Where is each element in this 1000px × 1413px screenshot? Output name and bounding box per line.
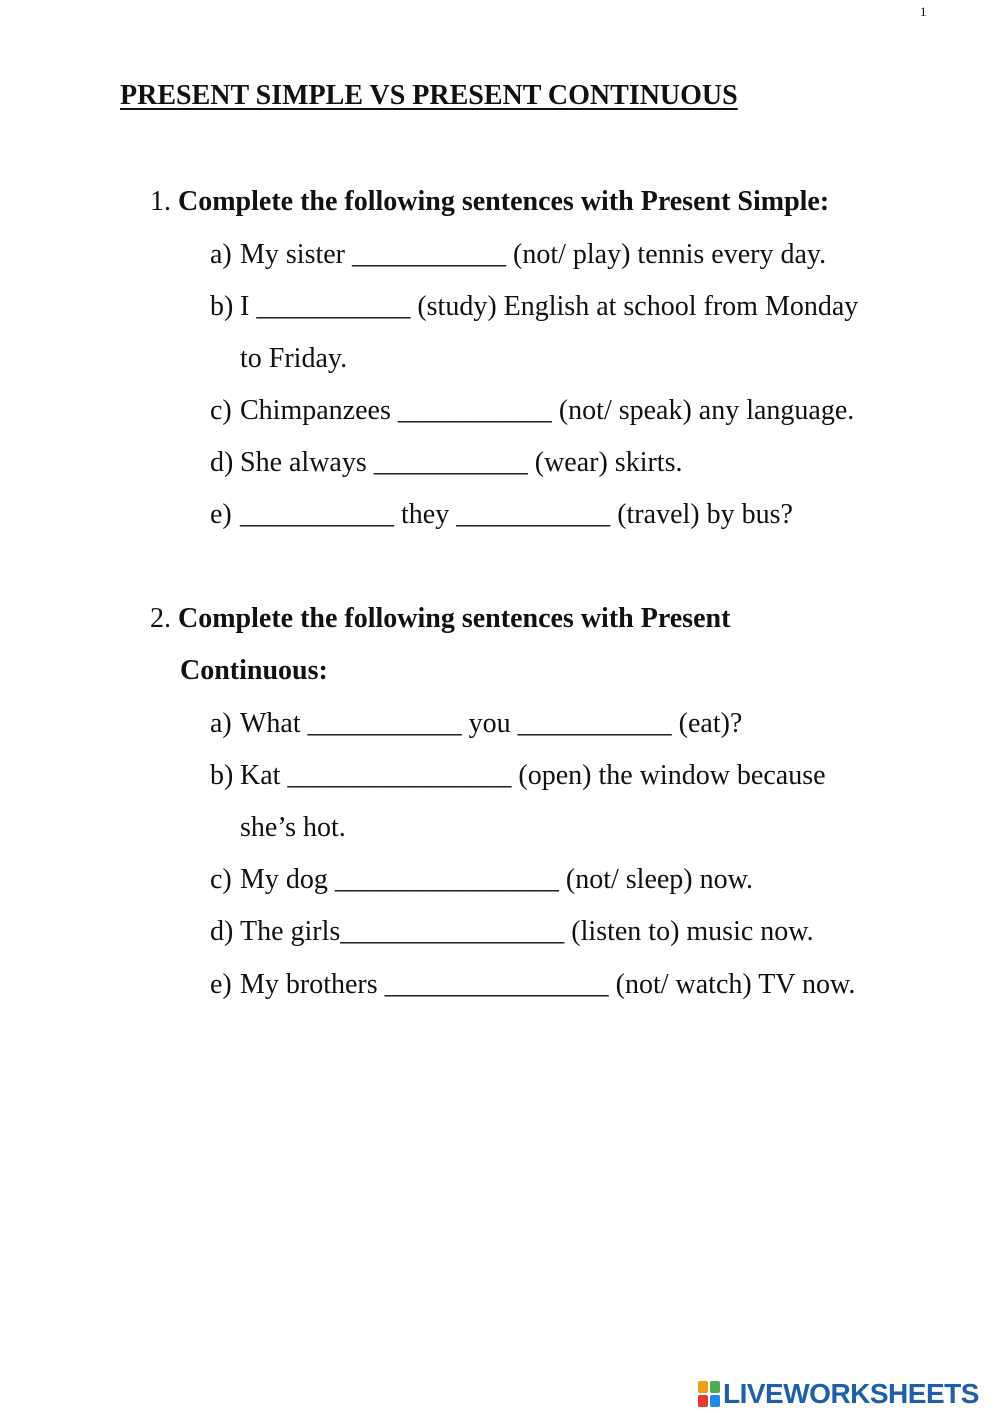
logo-square-2: [710, 1381, 720, 1393]
section1-item-c-text: Chimpanzees ___________ (not/ speak) any language.: [240, 395, 855, 426]
section1-instruction-text: Complete the following sentences with Present Simple:: [178, 186, 830, 217]
section2-item-b-continuation: she’s hot.: [240, 812, 346, 843]
section2-item-c-text: My dog ________________ (not/ sleep) now.: [240, 864, 754, 895]
section2-instruction: [150, 605, 730, 633]
section1-instruction: [150, 188, 829, 216]
section2-number: 2.: [150, 603, 171, 634]
section1-item-e-label: e): [210, 499, 232, 530]
worksheet-title: PRESENT SIMPLE VS PRESENT CONTINUOUS: [120, 80, 738, 111]
logo-mark-icon: [698, 1381, 720, 1407]
section2-item-d-text: The girls________________ (listen to) music now.: [240, 916, 814, 947]
section2-item-a-text: What ___________ you ___________ (eat)?: [240, 708, 743, 739]
section2-item-d-label: d): [210, 916, 234, 947]
liveworksheets-logo[interactable]: [698, 1376, 998, 1412]
section1-item-c-label: c): [210, 395, 232, 426]
section2-instruction-continuation: Continuous:: [180, 655, 328, 686]
section2-item-b-label: b): [210, 760, 234, 791]
section2-item-e-label: e): [210, 969, 232, 1000]
section2-item-b-text: Kat ________________ (open) the window because: [240, 760, 826, 791]
section1-number: 1.: [150, 186, 171, 217]
section1-item-b-text: I ___________ (study) English at school from Monday: [240, 291, 859, 322]
logo-square-3: [698, 1395, 708, 1407]
logo-text: LIVEWORKSHEETS: [723, 1378, 979, 1409]
logo-square-1: [698, 1381, 708, 1393]
section1-item-d-label: d): [210, 447, 234, 478]
section1-item-e-text: ___________ they ___________ (travel) by bus?: [240, 499, 793, 530]
section2-item-e-text: My brothers ________________ (not/ watch) TV now.: [240, 969, 856, 1000]
section1-item-d-text: She always ___________ (wear) skirts.: [240, 447, 683, 478]
section1-item-a-text: My sister ___________ (not/ play) tennis every day.: [240, 239, 827, 270]
section2-item-c-label: c): [210, 864, 232, 895]
section2-item-a-label: a): [210, 708, 232, 739]
section1-item-b-label: b): [210, 291, 234, 322]
page-number: 1: [920, 4, 927, 19]
section1-item-a-label: a): [210, 239, 232, 270]
section1-item-b-continuation: to Friday.: [240, 343, 348, 374]
section2-instruction-text: Complete the following sentences with Present: [178, 603, 731, 634]
logo-square-4: [710, 1395, 720, 1407]
